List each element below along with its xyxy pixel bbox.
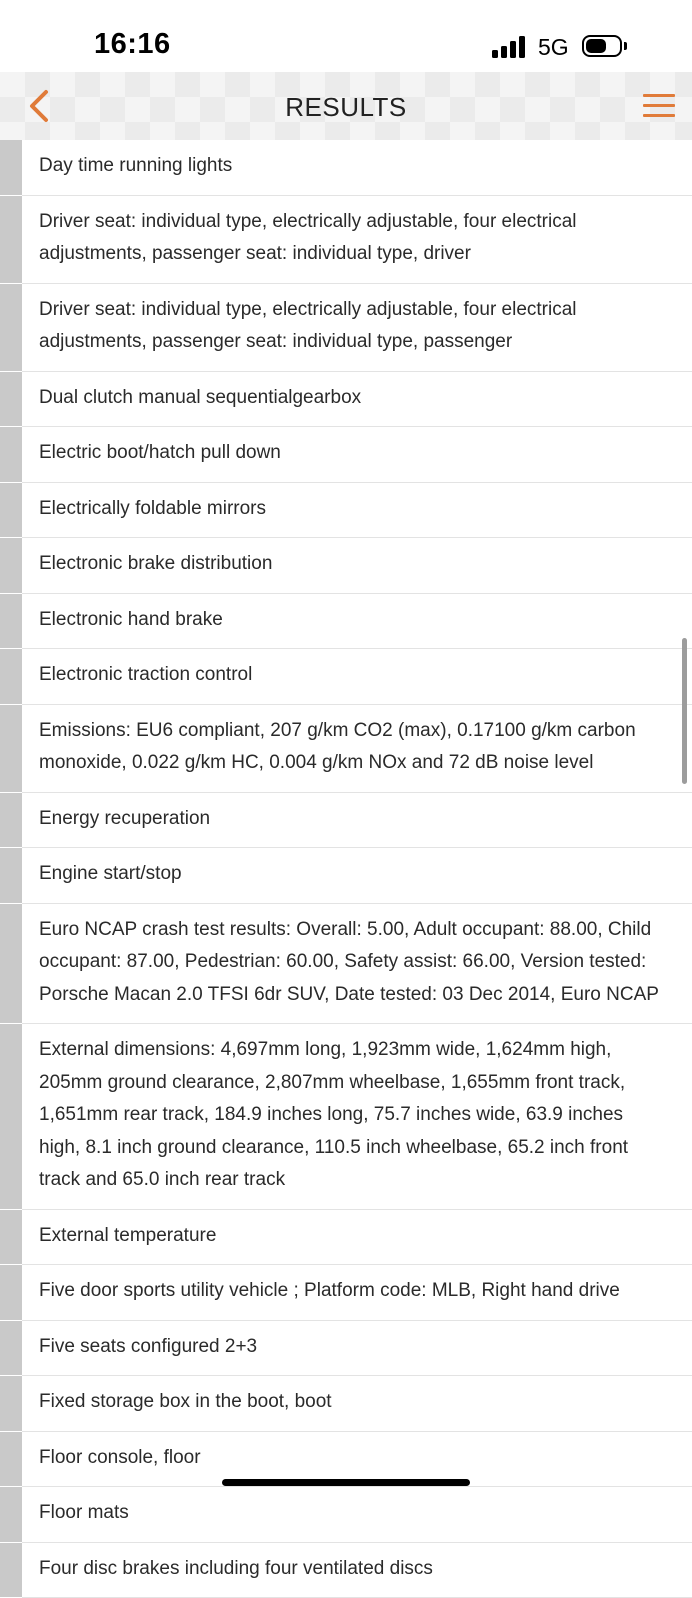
list-item-text: External dimensions: 4,697mm long, 1,923mm wide, 1,624mm high, 205mm ground clearance, 2,807mm wheelbase, 1,655mm front track, 1,651mm rear track, 184.9 inches long, 75.7 inches wide, 63.9 inches high, 8.1 inch ground clearance, 110.5 inch wheelbase, 65.2 inch front track and 65.0 inch rear track — [39, 1034, 662, 1197]
list-item[interactable] — [0, 1210, 692, 1266]
list-item-text: Driver seat: individual type, electrically adjustable, four electrical adjustments, passenger seat: individual type, driver — [39, 206, 662, 271]
list-item-marker — [0, 427, 22, 482]
list-item[interactable] — [0, 649, 692, 705]
list-item-text: Energy recuperation — [39, 803, 662, 836]
list-item-marker — [0, 1432, 22, 1487]
cellular-signal-icon — [492, 36, 528, 58]
list-item-marker — [0, 483, 22, 538]
list-item-marker — [0, 1024, 22, 1209]
list-item[interactable] — [0, 1543, 692, 1598]
chevron-left-icon — [20, 86, 60, 126]
list-item-marker — [0, 848, 22, 903]
status-bar — [0, 0, 692, 72]
list-item-text: Floor console, floor — [39, 1442, 662, 1475]
back-button[interactable] — [20, 86, 60, 126]
list-item-marker — [0, 196, 22, 283]
list-item-text: Floor mats — [39, 1497, 662, 1530]
list-item-text: Four disc brakes including four ventilated discs — [39, 1553, 662, 1586]
list-item-text: Euro NCAP crash test results: Overall: 5.00, Adult occupant: 88.00, Child occupant: 87.00, Pedestrian: 60.00, Safety assist: 66.00, Version tested: Porsche Macan 2.0 TFSI 6dr SUV, Date tested: 03 Dec 2014, Euro NCAP — [39, 914, 662, 1012]
list-item-marker — [0, 649, 22, 704]
list-item-marker — [0, 1210, 22, 1265]
list-item-text: Fixed storage box in the boot, boot — [39, 1386, 662, 1419]
list-item[interactable] — [0, 1024, 692, 1210]
list-item[interactable] — [0, 594, 692, 650]
list-item[interactable] — [0, 538, 692, 594]
list-item-marker — [0, 1487, 22, 1542]
list-item-marker — [0, 1543, 22, 1598]
list-item-text: Five seats configured 2+3 — [39, 1331, 662, 1364]
list-item-marker — [0, 372, 22, 427]
list-item-marker — [0, 140, 22, 195]
list-item-text: Electronic traction control — [39, 659, 662, 692]
list-item-marker — [0, 1376, 22, 1431]
list-item[interactable] — [0, 483, 692, 539]
app-header — [0, 72, 692, 140]
list-item-text: Electrically foldable mirrors — [39, 493, 662, 526]
list-item[interactable] — [0, 140, 692, 196]
list-item[interactable] — [0, 1487, 692, 1543]
list-item-text: External temperature — [39, 1220, 662, 1253]
list-item-marker — [0, 1321, 22, 1376]
list-item[interactable] — [0, 427, 692, 483]
list-item-text: Electronic hand brake — [39, 604, 662, 637]
list-item[interactable] — [0, 1265, 692, 1321]
list-item-marker — [0, 594, 22, 649]
list-item[interactable] — [0, 196, 692, 284]
scrollbar[interactable] — [682, 638, 687, 784]
list-item-text: Five door sports utility vehicle ; Platform code: MLB, Right hand drive — [39, 1275, 662, 1308]
list-item-text: Dual clutch manual sequentialgearbox — [39, 382, 662, 415]
list-item[interactable] — [0, 705, 692, 793]
menu-button[interactable] — [640, 92, 676, 120]
list-item[interactable] — [0, 284, 692, 372]
list-item[interactable] — [0, 848, 692, 904]
battery-cap — [624, 42, 627, 50]
page-title: RESULTS — [0, 92, 692, 123]
list-item-text: Driver seat: individual type, electrically adjustable, four electrical adjustments, passenger seat: individual type, passenger — [39, 294, 662, 359]
list-item-marker — [0, 538, 22, 593]
home-indicator[interactable] — [222, 1479, 470, 1486]
list-item[interactable] — [0, 372, 692, 428]
list-item[interactable] — [0, 1376, 692, 1432]
list-item[interactable] — [0, 1321, 692, 1377]
list-item-text: Electronic brake distribution — [39, 548, 662, 581]
list-item-text: Engine start/stop — [39, 858, 662, 891]
list-item-text: Electric boot/hatch pull down — [39, 437, 662, 470]
list-item-marker — [0, 1265, 22, 1320]
list-item-marker — [0, 904, 22, 1024]
list-item-marker — [0, 284, 22, 371]
hamburger-menu-icon — [643, 94, 675, 97]
battery-icon — [582, 35, 622, 57]
status-time: 16:16 — [94, 28, 171, 61]
list-item-marker — [0, 793, 22, 848]
list-item-text: Day time running lights — [39, 150, 662, 183]
results-list[interactable] — [0, 140, 692, 1598]
list-item-text: Emissions: EU6 compliant, 207 g/km CO2 (max), 0.17100 g/km carbon monoxide, 0.022 g/km HC, 0.004 g/km NOx and 72 dB noise level — [39, 715, 662, 780]
list-item[interactable] — [0, 793, 692, 849]
list-item-marker — [0, 705, 22, 792]
list-item[interactable] — [0, 904, 692, 1025]
network-type: 5G — [538, 34, 569, 61]
